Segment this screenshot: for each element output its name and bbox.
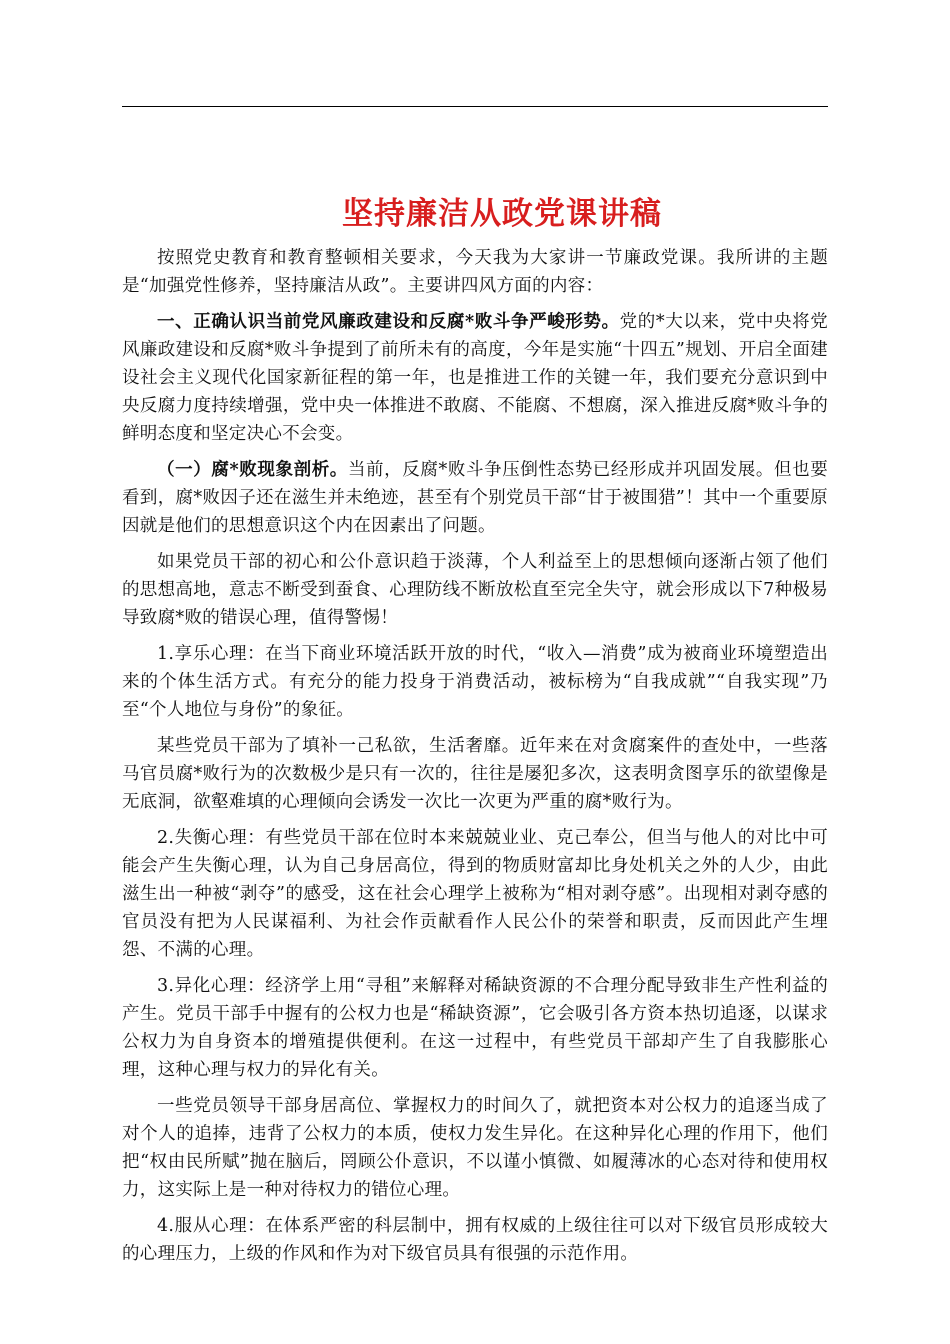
paragraph-body [122, 548, 828, 632]
paragraph-text: 一些党员领导干部身居高位、掌握权力的时间久了，就把资本对公权力的追逐当成了对个人的追捧，违背了公权力的本质，使权力发生异化。在这种异化心理的作用下，他们把“权由民所赋”抛在脑后，罔顾公仆意识，不以谨小慎微、如履薄冰的心态对待和使用权力，这实际上是一种对待权力的错位心理。 [122, 1096, 828, 1200]
paragraph-text: 某些党员干部为了填补一己私欲，生活奢靡。近年来在对贪腐案件的查处中，一些落马官员腐*败行为的次数极少是只有一次的，往往是屡犯多次，这表明贪图享乐的欲望像是无底洞，欲壑难填的心理倾向会诱发一次比一次更为严重的腐*败行为。 [122, 736, 828, 812]
paragraph-text: 1.享乐心理：在当下商业环境活跃开放的时代，“收入—消费”成为被商业环境塑造出来的个体生活方式。有充分的能力投身于消费活动，被标榜为“自我成就”“自我实现”乃至“个人地位与身份”的象征。 [122, 644, 828, 720]
paragraph-item-3 [122, 972, 828, 1084]
paragraph-body [122, 1092, 828, 1204]
paragraph-text: 4.服从心理：在体系严密的科层制中，拥有权威的上级往往可以对下级官员形成较大的心理压力，上级的作风和作为对下级官员具有很强的示范作用。 [122, 1216, 828, 1264]
paragraph-text: 党的*大以来，党中央将党风廉政建设和反腐*败斗争提到了前所未有的高度，今年是实施“十四五”规划、开启全面建设社会主义现代化国家新征程的第一年，也是推进工作的关键一年，我们要充分意识到中央反腐力度持续增强，党中央一体推进不敢腐、不能腐、不想腐，深入推进反腐*败斗争的鲜明态度和坚定决心不会变。 [122, 312, 828, 444]
section-heading: 一、正确认识当前党风廉政建设和反腐*败斗争严峻形势。 [157, 312, 620, 332]
paragraph-body [122, 732, 828, 816]
paragraph-item-4 [122, 1212, 828, 1268]
header-rule [122, 106, 828, 107]
paragraph-text: 3.异化心理：经济学上用“寻租”来解释对稀缺资源的不合理分配导致非生产性利益的产生。党员干部手中握有的公权力也是“稀缺资源”，它会吸引各方资本热切追逐，以谋求公权力为自身资本的增殖提供便利。在这一过程中，有些党员干部却产生了自我膨胀心理，这种心理与权力的异化有关。 [122, 976, 828, 1080]
paragraph-text: 当前，反腐*败斗争压倒性态势已经形成并巩固发展。但也要看到，腐*败因子还在滋生并未绝迹，甚至有个别党员干部“甘于被围猎”！其中一个重要原因就是他们的思想意识这个内在因素出了问题。 [122, 460, 828, 536]
paragraph-subsection-1 [122, 456, 828, 540]
subsection-heading: （一）腐*败现象剖析。 [157, 460, 348, 480]
paragraph-text: 按照党史教育和教育整顿相关要求，今天我为大家讲一节廉政党课。我所讲的主题是“加强党性修养，坚持廉洁从政”。主要讲四风方面的内容： [122, 248, 828, 296]
paragraph-intro [122, 244, 828, 300]
document-body [122, 244, 828, 1276]
document-title: 坚持廉洁从政党课讲稿 [342, 196, 662, 232]
paragraph-text: 2.失衡心理：有些党员干部在位时本来兢兢业业、克己奉公，但当与他人的对比中可能会产生失衡心理，认为自己身居高位，得到的物质财富却比身处机关之外的人少，由此滋生出一种被“剥夺”的感受，这在社会心理学上被称为“相对剥夺感”。出现相对剥夺感的官员没有把为人民谋福利、为社会作贡献看作人民公仆的荣誉和职责，反而因此产生埋怨、不满的心理。 [122, 828, 828, 960]
paragraph-text: 如果党员干部的初心和公仆意识趋于淡薄，个人利益至上的思想倾向逐渐占领了他们的思想高地，意志不断受到蚕食、心理防线不断放松直至完全失守，就会形成以下7种极易导致腐*败的错误心理，值得警惕！ [122, 552, 828, 628]
paragraph-item-1 [122, 640, 828, 724]
paragraph-item-2 [122, 824, 828, 964]
paragraph-section-1 [122, 308, 828, 448]
